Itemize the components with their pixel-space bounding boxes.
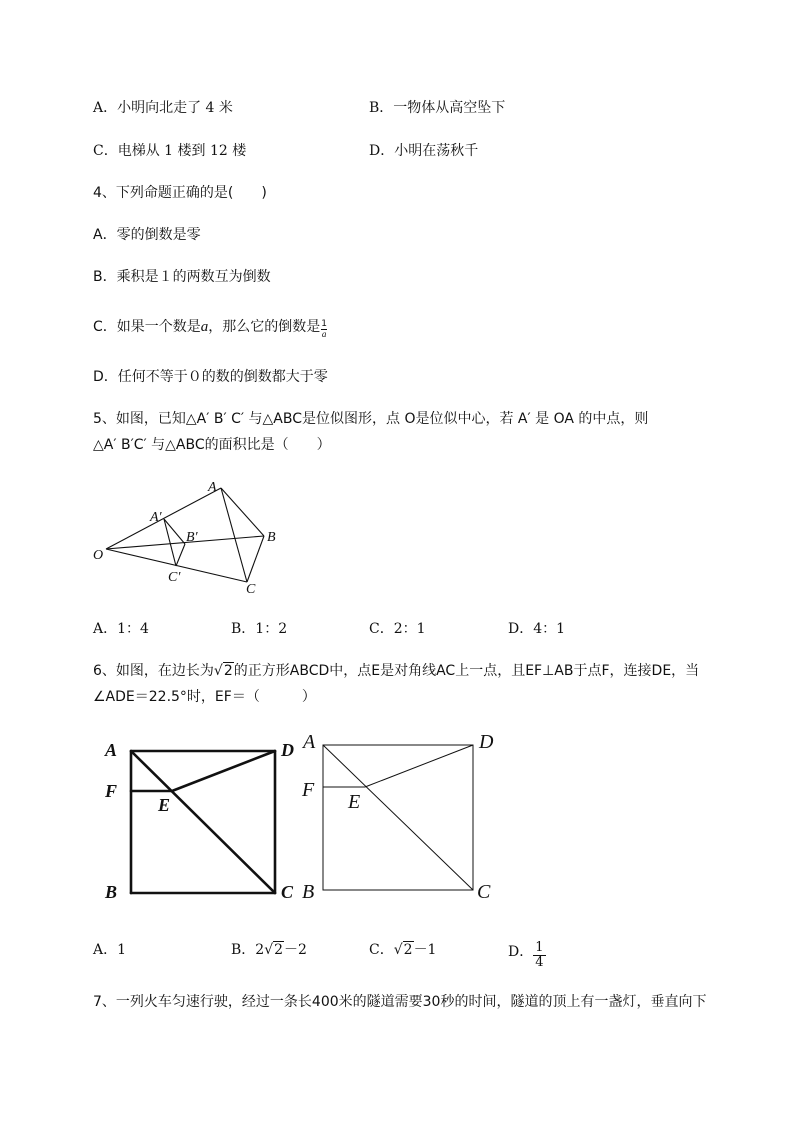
q5-label-C: C	[246, 582, 256, 597]
q6b-label-D: D	[281, 740, 294, 760]
q6-stem-sqrt: √2	[213, 663, 233, 679]
q6b-label-F: F	[105, 781, 118, 801]
q6-option-a: A．1	[93, 942, 127, 958]
q5-stem-line2: △A′ B′C′ 与△ABC的面积比是（ ）	[93, 437, 331, 453]
q6b-label-C: C	[281, 882, 294, 902]
q3-option-b: B．一物体从高空坠下	[369, 100, 506, 116]
q6-option-b	[231, 941, 307, 959]
q6-stem-prefix: 6、如图，在边长为	[93, 663, 214, 679]
q6c-label-D: D	[479, 731, 494, 753]
q6c-segment-ED	[365, 745, 473, 787]
q6b-label-B: B	[105, 882, 118, 902]
q5-label-C-prime: C′	[168, 570, 181, 585]
q6-stem-line2: ∠ADE＝22.5°时，EF＝（ ）	[93, 689, 316, 705]
q6-option-c-radicand: 2	[403, 942, 413, 958]
q6-option-d-fraction	[533, 941, 545, 970]
q4-option-b: B．乘积是１的两数互为倒数	[93, 269, 271, 285]
q6c-label-B: B	[302, 881, 315, 903]
q5-label-B-prime: B′	[186, 530, 198, 545]
q6-option-c	[369, 941, 436, 959]
q5-label-B: B	[267, 530, 276, 545]
q4-c-mid: ，那么它的倒数是	[208, 319, 321, 335]
q6c-label-A: A	[303, 731, 316, 753]
q6b-label-A: A	[105, 740, 118, 760]
q7-stem-line1: 7、一列火车匀速行驶，经过一条长400米的隧道需要30秒的时间，隧道的顶上有一盏灯，垂直向下	[93, 994, 707, 1010]
q6c-label-C: C	[477, 881, 491, 903]
q3-option-d: D．小明在荡秋千	[369, 143, 479, 159]
q6-option-d-num: 1	[535, 940, 544, 955]
q4-c-fraction-den: a	[321, 329, 327, 339]
q5-label-O: O	[93, 548, 104, 563]
q5-label-A: A	[208, 480, 217, 495]
q5-option-a: A．1：4	[93, 621, 149, 637]
q6-option-b-suffix: －2	[284, 942, 307, 958]
q6-option-b-prefix: B．2	[231, 942, 265, 958]
q4-c-variable: a	[200, 319, 209, 335]
q6c-diagonal-AC	[323, 745, 473, 890]
q6-option-d-prefix: D．	[508, 944, 534, 960]
q6b-label-E: E	[158, 795, 171, 815]
q6-option-c-suffix: －1	[413, 942, 437, 958]
q6-option-b-radicand: 2	[274, 942, 284, 958]
q4-option-a: A．零的倒数是零	[93, 227, 201, 243]
q3-option-c: C．电梯从 1 楼到 12 楼	[93, 143, 247, 159]
q4-c-prefix: C．如果一个数是	[93, 319, 201, 335]
q3-option-a: A．小明向北走了 4 米	[93, 100, 233, 116]
q6-option-d-den: 4	[535, 955, 544, 970]
q5-label-A-prime: A′	[150, 510, 162, 525]
q6-stem-sqrt-radicand: 2	[223, 663, 233, 679]
q5-option-d: D．4：1	[508, 621, 566, 637]
q6-option-c-prefix: C．	[369, 942, 394, 958]
q4-stem: 4、下列命题正确的是( )	[93, 185, 267, 201]
q6-option-c-sqrt: √2	[393, 942, 413, 958]
q6-option-b-sqrt: √2	[264, 942, 284, 958]
q6c-label-F: F	[302, 779, 315, 801]
q6c-label-E: E	[348, 791, 361, 813]
q6-stem-rest: 的正方形ABCD中，点E是对角线AC上一点，且EF⊥AB于点F，连接DE，当	[233, 663, 700, 679]
q5-stem-line1: 5、如图，已知△A′ B′ C′ 与△ABC是位似图形，点 O是位似中心，若 A′ 是 OA 的中点，则	[93, 411, 649, 427]
q4-c-fraction-num: 1	[321, 319, 328, 329]
q5-option-c: C．2：1	[369, 621, 426, 637]
q5-option-b: B．1：2	[231, 621, 288, 637]
q6-option-d	[508, 941, 546, 970]
q4-option-d: D．任何不等于０的数的倒数都大于零	[93, 369, 328, 385]
